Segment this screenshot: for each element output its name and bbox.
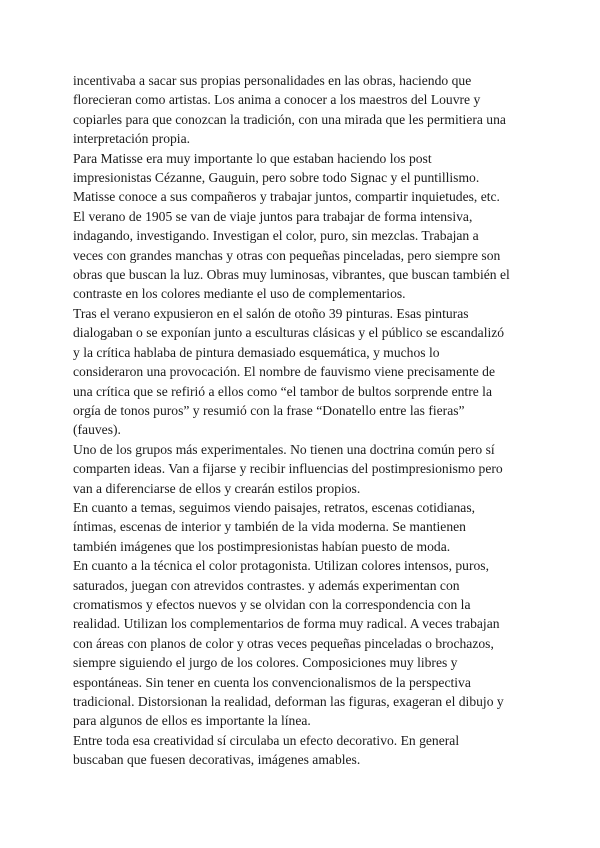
paragraph-companions: Matisse conoce a sus compañeros y trabajar juntos, compartir inquietudes, etc. — [73, 189, 500, 205]
body-text — [73, 71, 533, 770]
paragraph-experimental-group: Uno de los grupos más experimentales. No tienen una doctrina común pero sí comparten ideas. Van a fijarse y recibir influencias del postimpresionismo pero van a diferenciarse de ellos y crearán estilos propios. — [73, 441, 503, 496]
paragraph-summer-1905: El verano de 1905 se van de viaje juntos para trabajar de forma intensiva, indagando, investigando. Investigan el color, puro, sin mezclas. Trabajan a veces con grandes manchas y otras con pequeñas pinceladas, pero siempre son obras que buscan la luz. Obras muy luminosas, vibrantes, que buscan también el contraste en los colores mediante el uso de complementarios. — [73, 208, 510, 302]
paragraph-technique: En cuanto a la técnica el color protagonista. Utilizan colores intensos, puros, saturados, juegan con atrevidos contrastes. y además experimentan con cromatismos y efectos nuevos y se olvidan con la correspondencia con la realidad. Utilizan los complementarios de forma muy radical. A veces trabajan con áreas con planos de color y otras veces pequeñas pinceladas o brochazos, siempre siguiendo el jurgo de los colores. Composiciones muy libres y espontáneas. Sin tener en cuenta los convencionalismos de la perspectiva tradicional. Distorsionan la realidad, deforman las figuras, exageran el dibujo y para algunos de ellos es importante la línea. — [73, 558, 504, 729]
paragraph-louvre: incentivaba a sacar sus propias personalidades en las obras, haciendo que florecieran como artistas. Los anima a conocer a los maestros del Louvre y copiarles para que conozcan la tradición, con una mirada que les permitiera una interpretación propia. — [73, 73, 506, 147]
paragraph-post-impressionists: Para Matisse era muy importante lo que estaban haciendo los post impresionistas Cézanne, Gauguin, pero sobre todo Signac y el puntillismo. — [73, 150, 480, 186]
paragraph-themes: En cuanto a temas, seguimos viendo paisajes, retratos, escenas cotidianas, íntimas, escenas de interior y también de la vida moderna. Se mantienen también imágenes que los postimpresionistas habían puesto de moda. — [73, 499, 476, 554]
paragraph-autumn-salon: Tras el verano expusieron en el salón de otoño 39 pinturas. Esas pinturas dialogaban o se exponían junto a esculturas clásicas y el público se escandalizó y la crítica hablaba de pintura demasiado esquemática, y muchos lo consideraron una provocación. El nombre de fauvismo viene precisamente de una crítica que se refirió a ellos como “el tambor de bultos sorprende entre la orgía de tonos puros” y resumió con la frase “Donatello entre las fieras” (fauves). — [73, 305, 505, 438]
paragraph-decorative: Entre toda esa creatividad sí circulaba un efecto decorativo. En general buscaban que fuesen decorativas, imágenes amables. — [73, 732, 460, 768]
